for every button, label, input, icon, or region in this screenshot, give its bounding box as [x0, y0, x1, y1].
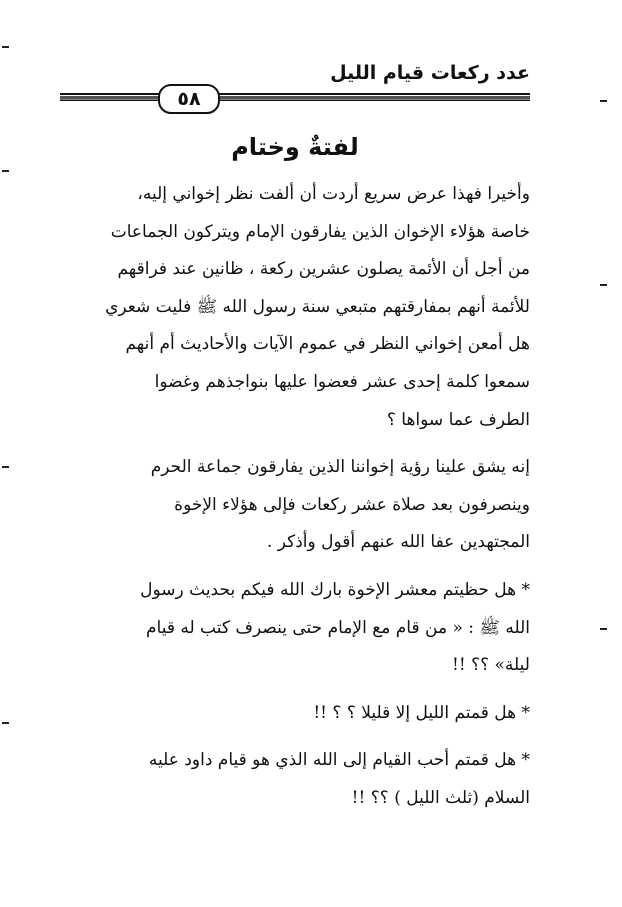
- text-line: وأخيرا فهذا عرض سريع أردت أن ألفت نظر إخواني إليه،: [137, 184, 530, 204]
- margin-mark: [600, 628, 607, 630]
- margin-mark: [2, 46, 9, 48]
- page-header: [60, 60, 530, 110]
- margin-mark: [600, 100, 607, 102]
- paragraph-5: [60, 742, 530, 817]
- page-number: ٥٨: [177, 88, 201, 110]
- paragraph-4: [60, 695, 530, 733]
- running-title: عدد ركعات قيام الليل: [330, 62, 530, 84]
- paragraph-3: [60, 572, 530, 685]
- header-rule: [60, 93, 530, 101]
- text-line: وينصرفون بعد صلاة عشر ركعات فإلى هؤلاء الإخوة: [174, 494, 530, 515]
- margin-mark: [600, 284, 607, 286]
- margin-mark: [2, 466, 9, 468]
- text-line: * هل حظيتم معشر الإخوة بارك الله فيكم بحديث رسول: [140, 579, 530, 600]
- text-line: السلام (ثلث الليل ) ؟؟ !!: [351, 787, 530, 808]
- page-number-badge: [158, 84, 220, 114]
- text-line: المجتهدين عفا الله عنهم أقول وأذكر .: [266, 532, 530, 553]
- text-line: ليلة» ؟؟ !!: [452, 655, 530, 676]
- body-text: [60, 176, 530, 818]
- section-title: لفتةٌ وختام: [231, 133, 359, 161]
- text-line: الله ﷺ : « من قام مع الإمام حتى ينصرف كتب له قيام: [145, 617, 530, 638]
- text-line: خاصة هؤلاء الإخوان الذين يفارقون الإمام ويتركون الجماعات: [110, 221, 530, 242]
- margin-mark: [2, 170, 9, 172]
- text-line: سمعوا كلمة إحدى عشر فعضوا عليها بنواجذهم وغضوا: [154, 371, 530, 392]
- text-line: هل أمعن إخواني النظر في عموم الآيات والأحاديث أم أنهم: [125, 334, 530, 355]
- text-line: من أجل أن الأئمة يصلون عشرين ركعة ، ظانين عند فراقهم: [117, 259, 530, 280]
- text-line: * هل قمتم أحب القيام إلى الله الذي هو قيام داود عليه: [148, 750, 530, 771]
- text-line: * هل قمتم الليل إلا قليلا ؟ ؟ !!: [313, 702, 530, 723]
- text-line: الطرف عما سواها ؟: [386, 409, 530, 430]
- paragraph-1: [60, 176, 530, 439]
- text-line: للأئمة أنهم بمفارقتهم متبعي سنة رسول الله ﷺ فليت شعري: [105, 296, 530, 317]
- margin-mark: [2, 722, 9, 724]
- paragraph-2: [60, 449, 530, 562]
- text-line: إنه يشق علينا رؤية إخواننا الذين يفارقون جماعة الحرم: [150, 457, 530, 478]
